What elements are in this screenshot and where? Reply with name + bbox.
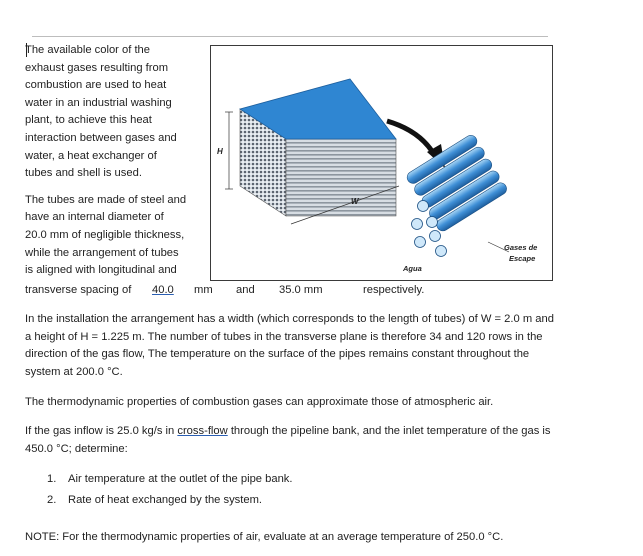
label-agua: Agua <box>403 264 422 273</box>
intro-line: is aligned with longitudinal and <box>25 264 177 277</box>
spacing-transverse: 35.0 mm <box>279 284 323 296</box>
spacing-and: and <box>236 284 255 296</box>
spacing-prefix: transverse spacing of <box>25 284 132 296</box>
label-h: H <box>217 147 223 156</box>
note-text: NOTE: For the thermodynamic properties of air, evaluate at an average temperature of 250.0 °C. <box>25 531 504 543</box>
paragraph-properties: The thermodynamic properties of combustion gases can approximate those of atmospheric air. <box>25 396 494 408</box>
list-text: Air temperature at the outlet of the pipe bank. <box>68 473 293 485</box>
list-number: 2. <box>47 494 57 506</box>
intro-line: have an internal diameter of <box>25 211 164 224</box>
spacing-unit: mm <box>194 284 213 296</box>
label-gases-1: Gases de <box>504 243 538 252</box>
list-number: 1. <box>47 473 57 485</box>
intro-line: 20.0 mm of negligible thickness, <box>25 228 185 241</box>
paragraph-inflow <box>25 423 560 458</box>
list-item <box>47 490 447 511</box>
intro-line: combustion are used to heat <box>25 79 167 92</box>
intro-line: water, a heat exchanger of <box>25 149 157 162</box>
paragraph-dimensions: In the installation the arrangement has a width (which corresponds to the length of tubes) of W = 2.0 m and a height of H = 1.225 m. The number of tubes in the transverse plane is therefore 34 and 120 rows in the direction of the gas flow, The temperature on the surface of the pipes remains constant throughout the system at 200.0 °C. <box>25 313 554 378</box>
list-item <box>47 469 447 490</box>
top-rule <box>32 36 548 37</box>
intro-line: plant, to achieve this heat <box>25 114 152 127</box>
question-list <box>47 469 447 511</box>
tube-bundle <box>405 133 509 256</box>
spacing-longitudinal: 40.0 <box>152 284 174 296</box>
cross-flow-term: cross-flow <box>177 425 228 437</box>
tube-bank-illustration <box>211 46 552 280</box>
inflow-text-before: If the gas inflow is 25.0 kg/s in <box>25 425 178 437</box>
intro-line: water in an industrial washing <box>25 96 172 109</box>
list-text: Rate of heat exchanged by the system. <box>68 494 263 506</box>
intro-text <box>25 42 205 280</box>
intro-line: interaction between gases and <box>25 131 177 144</box>
inflow-text-after: through the pipeline bank, and the inlet temperature of the gas is 450.0 °C; determine: <box>25 425 551 455</box>
intro-line: The tubes are made of steel and <box>25 193 187 206</box>
heat-exchanger-figure <box>210 45 553 281</box>
label-gases-2: Escape <box>509 254 536 263</box>
intro-line: The available color of the <box>25 44 151 56</box>
label-w: W <box>351 197 359 206</box>
spacing-suffix: respectively. <box>363 284 425 296</box>
intro-line: tubes and shell is used. <box>25 167 142 180</box>
intro-line: exhaust gases resulting from <box>25 61 169 74</box>
intro-line: while the arrangement of tubes <box>25 246 179 259</box>
